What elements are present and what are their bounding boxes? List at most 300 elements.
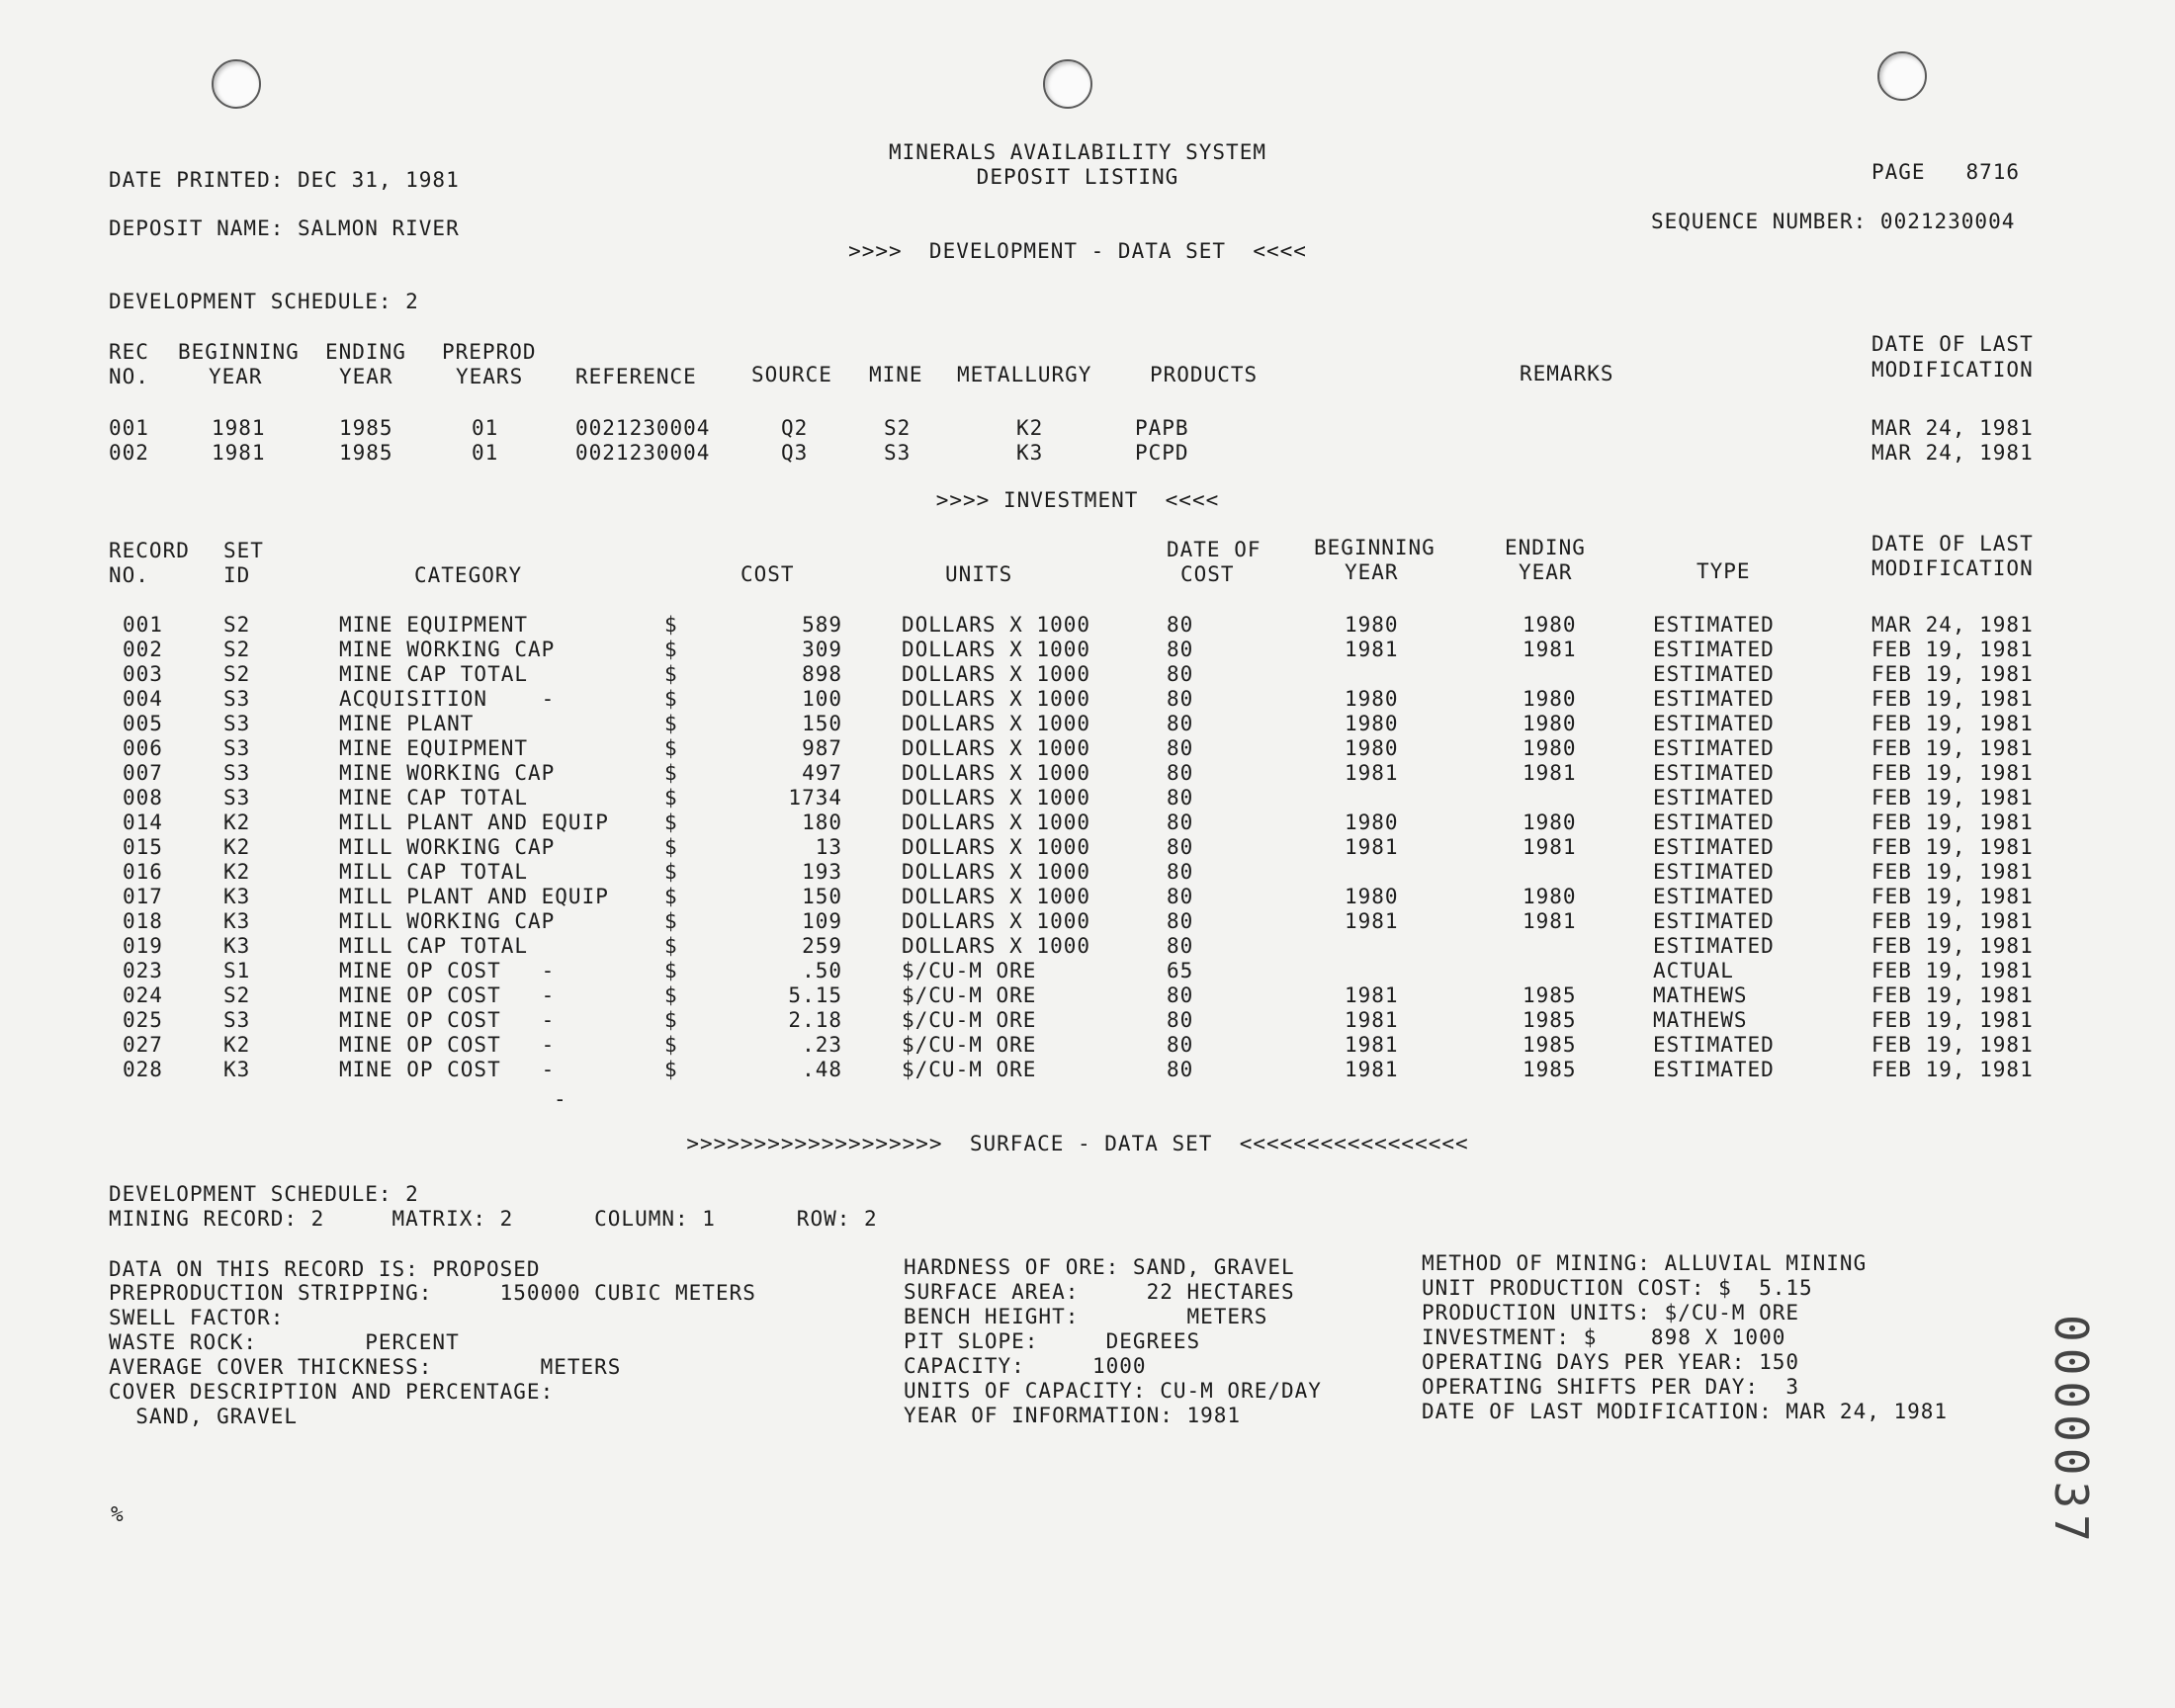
cell-category: MILL CAP TOTAL xyxy=(339,934,529,958)
cell-date-cost: 65 xyxy=(1167,959,1194,982)
cell-cost: 259 xyxy=(802,934,842,958)
col-no: NO. xyxy=(109,365,149,388)
cell-dollar: $ xyxy=(664,811,678,834)
cell-cost: 497 xyxy=(802,761,842,785)
punch-hole-right xyxy=(1877,51,1927,101)
cell-end: 1981 xyxy=(1522,761,1577,785)
cell-type: ESTIMATED xyxy=(1653,811,1775,834)
cell-date: FEB 19, 1981 xyxy=(1871,959,2034,982)
table-row xyxy=(0,687,2175,712)
cell-date: FEB 19, 1981 xyxy=(1871,909,2034,933)
table-row xyxy=(0,860,2175,885)
cell-units: DOLLARS X 1000 xyxy=(902,786,1091,810)
cell-dollar: $ xyxy=(664,712,678,735)
cell-type: ACTUAL xyxy=(1653,959,1734,982)
cell-beg: 1981 xyxy=(1345,835,1399,859)
cell-type: ESTIMATED xyxy=(1653,934,1775,958)
surface-right-line: DATE OF LAST MODIFICATION: MAR 24, 1981 xyxy=(1422,1400,1949,1423)
cell-end: 1980 xyxy=(1522,613,1577,637)
col-type: TYPE xyxy=(1696,559,1751,583)
cell-beg: 1981 xyxy=(1345,1033,1399,1057)
cell-date: FEB 19, 1981 xyxy=(1871,638,2034,661)
cell-end: 1985 xyxy=(339,441,393,465)
cell-rec: 018 xyxy=(123,909,163,933)
col-preprod: PREPROD xyxy=(442,340,537,364)
cell-category: MILL PLANT AND EQUIP xyxy=(339,811,609,834)
side-stamp-number: 0000037 xyxy=(2044,1315,2098,1548)
cell-date-cost: 80 xyxy=(1167,662,1194,686)
cell-date: FEB 19, 1981 xyxy=(1871,687,2034,711)
cell-category: MILL WORKING CAP xyxy=(339,835,556,859)
col-modification: MODIFICATION xyxy=(1871,358,2034,382)
cell-beg: 1981 xyxy=(212,416,266,440)
cell-dollar: $ xyxy=(664,786,678,810)
cell-category: MILL CAP TOTAL xyxy=(339,860,529,884)
cell-rec: 005 xyxy=(123,712,163,735)
cell-rec: 015 xyxy=(123,835,163,859)
surface-left-line: SAND, GRAVEL xyxy=(109,1405,299,1428)
table-row xyxy=(0,835,2175,860)
development-schedule: DEVELOPMENT SCHEDULE: 2 xyxy=(109,290,419,313)
cell-type: MATHEWS xyxy=(1653,983,1748,1007)
cell-set: S3 xyxy=(223,736,251,760)
table-row xyxy=(0,959,2175,983)
cell-dollar: $ xyxy=(664,1008,678,1032)
cell-rec: 028 xyxy=(123,1058,163,1081)
cell-date-cost: 80 xyxy=(1167,909,1194,933)
cell-date-cost: 80 xyxy=(1167,736,1194,760)
surface-left-line: COVER DESCRIPTION AND PERCENTAGE: xyxy=(109,1380,555,1404)
surface-left-line: SWELL FACTOR: xyxy=(109,1306,285,1329)
table-row xyxy=(0,1008,2175,1033)
col-beginning-year: BEGINNING xyxy=(1314,536,1436,559)
cell-beg: 1981 xyxy=(1345,638,1399,661)
cell-dollar: $ xyxy=(664,934,678,958)
cell-rec: 027 xyxy=(123,1033,163,1057)
col-units: UNITS xyxy=(945,562,1013,586)
cell-rec: 023 xyxy=(123,959,163,982)
col-record: RECORD xyxy=(109,539,190,562)
cell-units: DOLLARS X 1000 xyxy=(902,811,1091,834)
cell-rec: 025 xyxy=(123,1008,163,1032)
cell-rec: 024 xyxy=(123,983,163,1007)
surface-section-title: >>>>>>>>>>>>>>>>>>> SURFACE - DATA SET <<<<<<<<<<<<<<<<< xyxy=(686,1132,1469,1155)
cell-set: S2 xyxy=(223,662,251,686)
col-year2: YEAR xyxy=(1519,560,1573,584)
cell-mine: S3 xyxy=(884,441,912,465)
table-row xyxy=(0,712,2175,736)
cell-date: FEB 19, 1981 xyxy=(1871,1058,2034,1081)
cell-cost: 193 xyxy=(802,860,842,884)
cell-set: S3 xyxy=(223,687,251,711)
cell-date-cost: 80 xyxy=(1167,613,1194,637)
cell-category: MINE PLANT xyxy=(339,712,475,735)
table-row xyxy=(0,1058,2175,1082)
cell-units: DOLLARS X 1000 xyxy=(902,934,1091,958)
cell-units: $/CU-M ORE xyxy=(902,1008,1037,1032)
table-row xyxy=(0,909,2175,934)
cell-end: 1980 xyxy=(1522,712,1577,735)
cell-cost: 898 xyxy=(802,662,842,686)
cell-date: FEB 19, 1981 xyxy=(1871,712,2034,735)
cell-type: ESTIMATED xyxy=(1653,885,1775,908)
col-beginning: BEGINNING xyxy=(178,340,300,364)
surface-middle-line: HARDNESS OF ORE: SAND, GRAVEL xyxy=(904,1255,1295,1279)
table-row xyxy=(0,613,2175,638)
cell-category: MINE OP COST - xyxy=(339,1008,556,1032)
cell-beg: 1980 xyxy=(1345,736,1399,760)
cell-category: MINE CAP TOTAL xyxy=(339,662,529,686)
cell-beg: 1980 xyxy=(1345,712,1399,735)
cell-dollar: $ xyxy=(664,959,678,982)
cell-date-cost: 80 xyxy=(1167,687,1194,711)
cell-date: FEB 19, 1981 xyxy=(1871,1008,2034,1032)
cell-set: K3 xyxy=(223,1058,251,1081)
cell-cost: 150 xyxy=(802,712,842,735)
table-row xyxy=(0,441,2175,466)
cell-rec: 003 xyxy=(123,662,163,686)
table-row xyxy=(0,662,2175,687)
col-mine: MINE xyxy=(869,363,923,386)
surface-right-line: METHOD OF MINING: ALLUVIAL MINING xyxy=(1422,1251,1868,1275)
cell-products: PCPD xyxy=(1135,441,1189,465)
cell-set: K2 xyxy=(223,1033,251,1057)
cell-set: S3 xyxy=(223,761,251,785)
cell-type: ESTIMATED xyxy=(1653,761,1775,785)
cell-cost: 180 xyxy=(802,811,842,834)
col-year2: YEAR xyxy=(339,365,393,388)
cell-units: $/CU-M ORE xyxy=(902,983,1037,1007)
cell-end: 1981 xyxy=(1522,909,1577,933)
cell-date-cost: 80 xyxy=(1167,786,1194,810)
surface-middle-line: UNITS OF CAPACITY: CU-M ORE/DAY xyxy=(904,1379,1322,1403)
cell-units: DOLLARS X 1000 xyxy=(902,736,1091,760)
cell-units: DOLLARS X 1000 xyxy=(902,835,1091,859)
cell-beg: 1981 xyxy=(212,441,266,465)
cell-units: $/CU-M ORE xyxy=(902,1033,1037,1057)
col-date-last: DATE OF LAST xyxy=(1871,532,2034,555)
surface-right-line: OPERATING SHIFTS PER DAY: 3 xyxy=(1422,1375,1800,1399)
cell-date: FEB 19, 1981 xyxy=(1871,983,2034,1007)
cell-date-cost: 80 xyxy=(1167,835,1194,859)
cell-products: PAPB xyxy=(1135,416,1189,440)
cell-category: MINE OP COST - xyxy=(339,1058,556,1081)
cell-set: K3 xyxy=(223,934,251,958)
surface-right-line: OPERATING DAYS PER YEAR: 150 xyxy=(1422,1350,1800,1374)
cell-set: S3 xyxy=(223,1008,251,1032)
cell-date: FEB 19, 1981 xyxy=(1871,786,2034,810)
cell-metallurgy: K3 xyxy=(1016,441,1044,465)
cell-date-cost: 80 xyxy=(1167,638,1194,661)
cell-cost: 109 xyxy=(802,909,842,933)
col-reference: REFERENCE xyxy=(575,365,697,388)
cell-set: S2 xyxy=(223,613,251,637)
cell-category: MINE OP COST - xyxy=(339,959,556,982)
cell-set: S1 xyxy=(223,959,251,982)
cell-units: DOLLARS X 1000 xyxy=(902,687,1091,711)
cell-cost: 13 xyxy=(815,835,842,859)
cell-type: ESTIMATED xyxy=(1653,835,1775,859)
cell-beg: 1981 xyxy=(1345,1008,1399,1032)
col-set: SET xyxy=(223,539,264,562)
table-row xyxy=(0,811,2175,835)
cell-date: MAR 24, 1981 xyxy=(1871,613,2034,637)
investment-section-title: >>>> INVESTMENT <<<< xyxy=(935,488,1220,512)
cell-beg: 1981 xyxy=(1345,909,1399,933)
cell-dollar: $ xyxy=(664,687,678,711)
cell-reference: 0021230004 xyxy=(575,441,711,465)
cell-dollar: $ xyxy=(664,638,678,661)
cell-type: ESTIMATED xyxy=(1653,712,1775,735)
cell-preprod: 01 xyxy=(472,441,499,465)
cell-rec: 017 xyxy=(123,885,163,908)
system-title: MINERALS AVAILABILITY SYSTEM xyxy=(888,140,1266,164)
surface-middle-line: YEAR OF INFORMATION: 1981 xyxy=(904,1404,1242,1427)
cell-end: 1985 xyxy=(1522,1008,1577,1032)
col-metallurgy: METALLURGY xyxy=(957,363,1092,386)
cell-type: ESTIMATED xyxy=(1653,909,1775,933)
cell-dollar: $ xyxy=(664,983,678,1007)
table-row xyxy=(0,736,2175,761)
cell-units: $/CU-M ORE xyxy=(902,959,1037,982)
cell-dollar: $ xyxy=(664,909,678,933)
col-year1: YEAR xyxy=(209,365,263,388)
table-row xyxy=(0,934,2175,959)
surface-middle-line: PIT SLOPE: DEGREES xyxy=(904,1329,1201,1353)
col-cost2: COST xyxy=(1180,562,1235,586)
deposit-name: DEPOSIT NAME: SALMON RIVER xyxy=(109,216,460,240)
punch-hole-center xyxy=(1043,59,1092,109)
cell-units: DOLLARS X 1000 xyxy=(902,662,1091,686)
cell-set: K3 xyxy=(223,909,251,933)
cell-beg: 1981 xyxy=(1345,1058,1399,1081)
cell-category: MINE OP COST - xyxy=(339,1033,556,1057)
cell-dollar: $ xyxy=(664,761,678,785)
cell-cost: .48 xyxy=(802,1058,842,1081)
cell-set: K2 xyxy=(223,835,251,859)
cell-date: FEB 19, 1981 xyxy=(1871,736,2034,760)
cell-end: 1985 xyxy=(1522,983,1577,1007)
cell-end: 1985 xyxy=(1522,1058,1577,1081)
cell-set: K2 xyxy=(223,860,251,884)
cell-category: MINE CAP TOTAL xyxy=(339,786,529,810)
cell-end: 1985 xyxy=(339,416,393,440)
cell-units: DOLLARS X 1000 xyxy=(902,761,1091,785)
cell-type: ESTIMATED xyxy=(1653,786,1775,810)
col-date-last: DATE OF LAST xyxy=(1871,332,2034,356)
side-stamp xyxy=(2027,1315,2106,1548)
sequence-number: SEQUENCE NUMBER: 0021230004 xyxy=(1651,210,2016,233)
cell-date: FEB 19, 1981 xyxy=(1871,885,2034,908)
cell-type: ESTIMATED xyxy=(1653,662,1775,686)
col-category: CATEGORY xyxy=(414,563,523,587)
table-row xyxy=(0,416,2175,441)
cell-rec: 019 xyxy=(123,934,163,958)
cell-rec: 001 xyxy=(109,416,149,440)
cell-dollar: $ xyxy=(664,613,678,637)
cell-cost: 589 xyxy=(802,613,842,637)
cell-category: MILL WORKING CAP xyxy=(339,909,556,933)
cell-date-cost: 80 xyxy=(1167,885,1194,908)
cell-date: FEB 19, 1981 xyxy=(1871,811,2034,834)
cell-date: FEB 19, 1981 xyxy=(1871,934,2034,958)
cell-type: MATHEWS xyxy=(1653,1008,1748,1032)
cell-category: MINE EQUIPMENT xyxy=(339,613,529,637)
col-cost: COST xyxy=(740,562,795,586)
percent-mark: % xyxy=(111,1502,125,1526)
surface-left-line: AVERAGE COVER THICKNESS: METERS xyxy=(109,1355,622,1379)
cell-cost: 5.15 xyxy=(788,983,842,1007)
surface-development-schedule: DEVELOPMENT SCHEDULE: 2 xyxy=(109,1182,419,1206)
cell-rec: 006 xyxy=(123,736,163,760)
surface-left-line: WASTE ROCK: PERCENT xyxy=(109,1330,460,1354)
col-rec: REC xyxy=(109,340,149,364)
col-remarks: REMARKS xyxy=(1520,362,1614,385)
cell-date-cost: 80 xyxy=(1167,934,1194,958)
col-source: SOURCE xyxy=(751,363,832,386)
cell-date-cost: 80 xyxy=(1167,1008,1194,1032)
surface-middle-line: BENCH HEIGHT: METERS xyxy=(904,1305,1268,1328)
date-printed: DATE PRINTED: DEC 31, 1981 xyxy=(109,168,460,192)
cell-type: ESTIMATED xyxy=(1653,860,1775,884)
col-products: PRODUCTS xyxy=(1150,363,1259,386)
cell-source: Q2 xyxy=(781,416,809,440)
cell-dollar: $ xyxy=(664,662,678,686)
col-no: NO. xyxy=(109,563,149,587)
cell-reference: 0021230004 xyxy=(575,416,711,440)
cell-cost: 1734 xyxy=(788,786,842,810)
table-row xyxy=(0,761,2175,786)
table-row xyxy=(0,1033,2175,1058)
cell-end: 1981 xyxy=(1522,835,1577,859)
cell-date: MAR 24, 1981 xyxy=(1871,416,2034,440)
table-row xyxy=(0,983,2175,1008)
cell-category: MINE WORKING CAP xyxy=(339,638,556,661)
surface-left-line: DATA ON THIS RECORD IS: PROPOSED xyxy=(109,1257,541,1281)
cell-end: 1980 xyxy=(1522,736,1577,760)
cell-set: S3 xyxy=(223,786,251,810)
cell-beg: 1981 xyxy=(1345,983,1399,1007)
cell-beg: 1981 xyxy=(1345,761,1399,785)
col-id: ID xyxy=(223,563,251,587)
surface-right-line: UNIT PRODUCTION COST: $ 5.15 xyxy=(1422,1276,1813,1300)
cell-beg: 1980 xyxy=(1345,885,1399,908)
cell-rec: 004 xyxy=(123,687,163,711)
table-row xyxy=(0,885,2175,909)
cell-units: DOLLARS X 1000 xyxy=(902,638,1091,661)
surface-right-line: INVESTMENT: $ 898 X 1000 xyxy=(1422,1325,1786,1349)
cell-beg: 1980 xyxy=(1345,687,1399,711)
col-date-of: DATE OF xyxy=(1167,538,1262,561)
cell-units: DOLLARS X 1000 xyxy=(902,909,1091,933)
cell-type: ESTIMATED xyxy=(1653,687,1775,711)
cell-date: FEB 19, 1981 xyxy=(1871,761,2034,785)
surface-middle-line: CAPACITY: 1000 xyxy=(904,1354,1147,1378)
cell-end: 1980 xyxy=(1522,885,1577,908)
cell-cost: 987 xyxy=(802,736,842,760)
cell-type: ESTIMATED xyxy=(1653,613,1775,637)
col-ending-year: ENDING xyxy=(1505,536,1586,559)
cell-category: MINE EQUIPMENT xyxy=(339,736,529,760)
cell-units: $/CU-M ORE xyxy=(902,1058,1037,1081)
table-row xyxy=(0,786,2175,811)
cell-rec: 007 xyxy=(123,761,163,785)
cell-rec: 014 xyxy=(123,811,163,834)
col-years: YEARS xyxy=(456,365,524,388)
cell-cost: 2.18 xyxy=(788,1008,842,1032)
cell-type: ESTIMATED xyxy=(1653,638,1775,661)
cell-date-cost: 80 xyxy=(1167,761,1194,785)
cell-cost: .23 xyxy=(802,1033,842,1057)
cell-dollar: $ xyxy=(664,736,678,760)
cell-beg: 1980 xyxy=(1345,811,1399,834)
cell-type: ESTIMATED xyxy=(1653,1058,1775,1081)
cell-dollar: $ xyxy=(664,835,678,859)
cell-set: K3 xyxy=(223,885,251,908)
cell-metallurgy: K2 xyxy=(1016,416,1044,440)
cell-cost: .50 xyxy=(802,959,842,982)
cell-rec: 001 xyxy=(123,613,163,637)
cell-preprod: 01 xyxy=(472,416,499,440)
cell-category: MINE OP COST - xyxy=(339,983,556,1007)
cell-category: MINE WORKING CAP xyxy=(339,761,556,785)
cell-end: 1980 xyxy=(1522,687,1577,711)
cell-end: 1980 xyxy=(1522,811,1577,834)
col-modification: MODIFICATION xyxy=(1871,556,2034,580)
cell-end: 1981 xyxy=(1522,638,1577,661)
cell-date-cost: 80 xyxy=(1167,1033,1194,1057)
cell-set: S2 xyxy=(223,983,251,1007)
cell-beg: 1980 xyxy=(1345,613,1399,637)
cell-set: S3 xyxy=(223,712,251,735)
cell-units: DOLLARS X 1000 xyxy=(902,613,1091,637)
listing-title: DEPOSIT LISTING xyxy=(976,165,1179,189)
cell-date: FEB 19, 1981 xyxy=(1871,1033,2034,1057)
page-number: PAGE 8716 xyxy=(1871,160,2021,184)
col-ending: ENDING xyxy=(325,340,406,364)
cell-cost: 150 xyxy=(802,885,842,908)
cell-set: S2 xyxy=(223,638,251,661)
cell-rec: 002 xyxy=(123,638,163,661)
cell-date-cost: 80 xyxy=(1167,811,1194,834)
trailing-dash: - xyxy=(554,1087,567,1111)
cell-date: MAR 24, 1981 xyxy=(1871,441,2034,465)
cell-cost: 309 xyxy=(802,638,842,661)
cell-date-cost: 80 xyxy=(1167,983,1194,1007)
cell-rec: 008 xyxy=(123,786,163,810)
cell-mine: S2 xyxy=(884,416,912,440)
cell-category: MILL PLANT AND EQUIP xyxy=(339,885,609,908)
cell-end: 1985 xyxy=(1522,1033,1577,1057)
cell-rec: 016 xyxy=(123,860,163,884)
punch-hole-left xyxy=(212,59,261,109)
cell-dollar: $ xyxy=(664,860,678,884)
surface-right-line: PRODUCTION UNITS: $/CU-M ORE xyxy=(1422,1301,1800,1324)
cell-date-cost: 80 xyxy=(1167,1058,1194,1081)
development-section-title: >>>> DEVELOPMENT - DATA SET <<<< xyxy=(848,239,1307,263)
cell-date-cost: 80 xyxy=(1167,860,1194,884)
surface-middle-line: SURFACE AREA: 22 HECTARES xyxy=(904,1280,1295,1304)
cell-rec: 002 xyxy=(109,441,149,465)
cell-type: ESTIMATED xyxy=(1653,736,1775,760)
cell-date: FEB 19, 1981 xyxy=(1871,835,2034,859)
cell-units: DOLLARS X 1000 xyxy=(902,712,1091,735)
table-row xyxy=(0,638,2175,662)
cell-category: ACQUISITION - xyxy=(339,687,556,711)
cell-dollar: $ xyxy=(664,1033,678,1057)
col-year1: YEAR xyxy=(1345,560,1399,584)
cell-source: Q3 xyxy=(781,441,809,465)
